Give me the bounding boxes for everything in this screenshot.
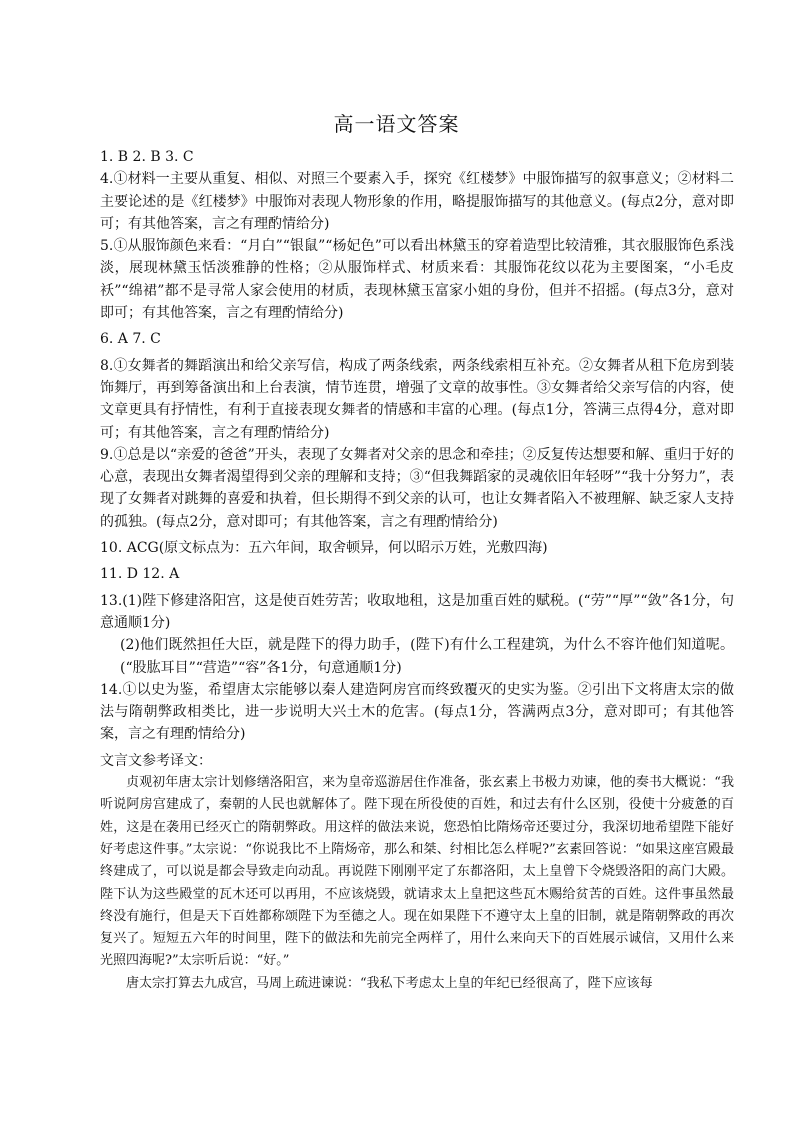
answer-9: 9.①总是以“亲爱的爸爸”开头，表现了女舞者对父亲的思念和牵挂；②反复传达想要和解、重归于好的心意，表现出女舞者渴望得到父亲的理解和支持；③“但我舞蹈家的灵魂依旧年轻呀”“我十分努力”，表现了女舞者对跳舞的喜爱和执着，但长期得不到父亲的认可，也让女舞者陷入不被理解、缺乏家人支持的孤独。(每点2分，意对即可；有其他答案，言之有理酌情给分) bbox=[100, 446, 734, 530]
answer-13-2: (2)他们既然担任大臣，就是陛下的得力助手，(陛下)有什么工程建筑，为什么不容许他们知道呢。(“股肱耳目”“营造”“容”各1分，句意通顺1分) bbox=[120, 637, 734, 676]
translation-paragraph-2: 唐太宗打算去九成宫，马周上疏进谏说：“我私下考虑太上皇的年纪已经很高了，陛下应该每 bbox=[126, 975, 653, 991]
answer-10: 10. ACG(原文标点为：五六年间，取舍顿异，何以昭示万姓，光敷四海) bbox=[100, 540, 548, 557]
answer-6-7: 6. A 7. C bbox=[100, 331, 161, 348]
answer-8: 8.①女舞者的舞蹈演出和给父亲写信，构成了两条线索，两条线索相互补充。②女舞者从租下危房到装饰舞厅，再到筹备演出和上台表演，情节连贯，增强了文章的故事性。③女舞者给父亲写信的内容，使文章更具有抒情性，有利于直接表现女舞者的情感和丰富的心理。(每点1分，答满三点得4分，意对即可；有其他答案，言之有理酌情给分) bbox=[100, 357, 734, 441]
answer-5: 5.①从服饰颜色来看：“月白”“银鼠”“杨妃色”可以看出林黛玉的穿着造型比较清雅，其衣服服饰色系浅淡，展现林黛玉恬淡雅静的性格；②从服饰样式、材质来看：其服饰花纹以花为主要图案，“小毛皮袄”“绵裙”都不是寻常人家会使用的材质，表现林黛玉富家小姐的身份，但并不招摇。(每点3分，意对即可；有其他答案，言之有理酌情给分) bbox=[100, 238, 734, 322]
answer-11-12: 11. D 12. A bbox=[100, 566, 180, 583]
page-title: 高一语文答案 bbox=[333, 112, 460, 136]
translation-heading: 文言文参考译文： bbox=[100, 752, 212, 769]
answer-14: 14.①以史为鉴，希望唐太宗能够以秦人建造阿房宫而终致覆灭的史实为鉴。②引出下文将唐太宗的做法与隋朝弊政相类比，进一步说明大兴土木的危害。(每点1分，答满两点3分，意对即可；有其他答案，言之有理酌情给分) bbox=[100, 681, 734, 743]
answer-1-3: 1. B 2. B 3. C bbox=[100, 149, 194, 165]
answer-content bbox=[100, 146, 734, 995]
answer-4: 4.①材料一主要从重复、相似、对照三个要素入手，探究《红楼梦》中服饰描写的叙事意义；②材料二主要论述的是《红楼梦》中服饰对表现人物形象的作用，略提服饰描写的其他意义。(每点2分，意对即可；有其他答案，言之有理酌情给分) bbox=[100, 171, 734, 232]
translation-paragraph-1: 贞观初年唐太宗计划修缮洛阳宫，来为皇帝巡游居住作准备，张玄素上书极力劝谏，他的奏书大概说：“我听说阿房宫建成了，秦朝的人民也就解体了。陛下现在所役使的百姓，和过去有什么区别，役使十分疲惫的百姓，这是在袭用已经灭亡的隋朝弊政。用这样的做法来说，您恐怕比隋炀帝还要过分，我深切地希望陛下能好好考虑这件事。”太宗说：“你说我比不上隋炀帝，那么和桀、纣相比怎么样呢?”玄素回答说：“如果这座宫殿最终建成了，可以说是都会导致走向动乱。再说陛下刚刚平定了东都洛阳，太上皇曾下令烧毁洛阳的高门大殿。陛下认为这些殿堂的瓦木还可以再用，不应该烧毁，就请求太上皇把这些瓦木赐给贫苦的百姓。这件事虽然最终没有施行，但是天下百姓都称颂陛下为至德之人。现在如果陛下不遵守太上皇的旧制，就是隋朝弊政的再次复兴了。短短五六年的时间里，陛下的做法和先前完全两样了，用什么来向天下的百姓展示诚信，又用什么来光照四海呢?”太宗听后说：“好。” bbox=[100, 775, 734, 969]
answer-13-1: 13.(1)陛下修建洛阳宫，这是使百姓劳苦；收取地租，这是加重百姓的赋税。(“劳”“厚”“敛”各1分，句意通顺1分) bbox=[100, 592, 734, 631]
